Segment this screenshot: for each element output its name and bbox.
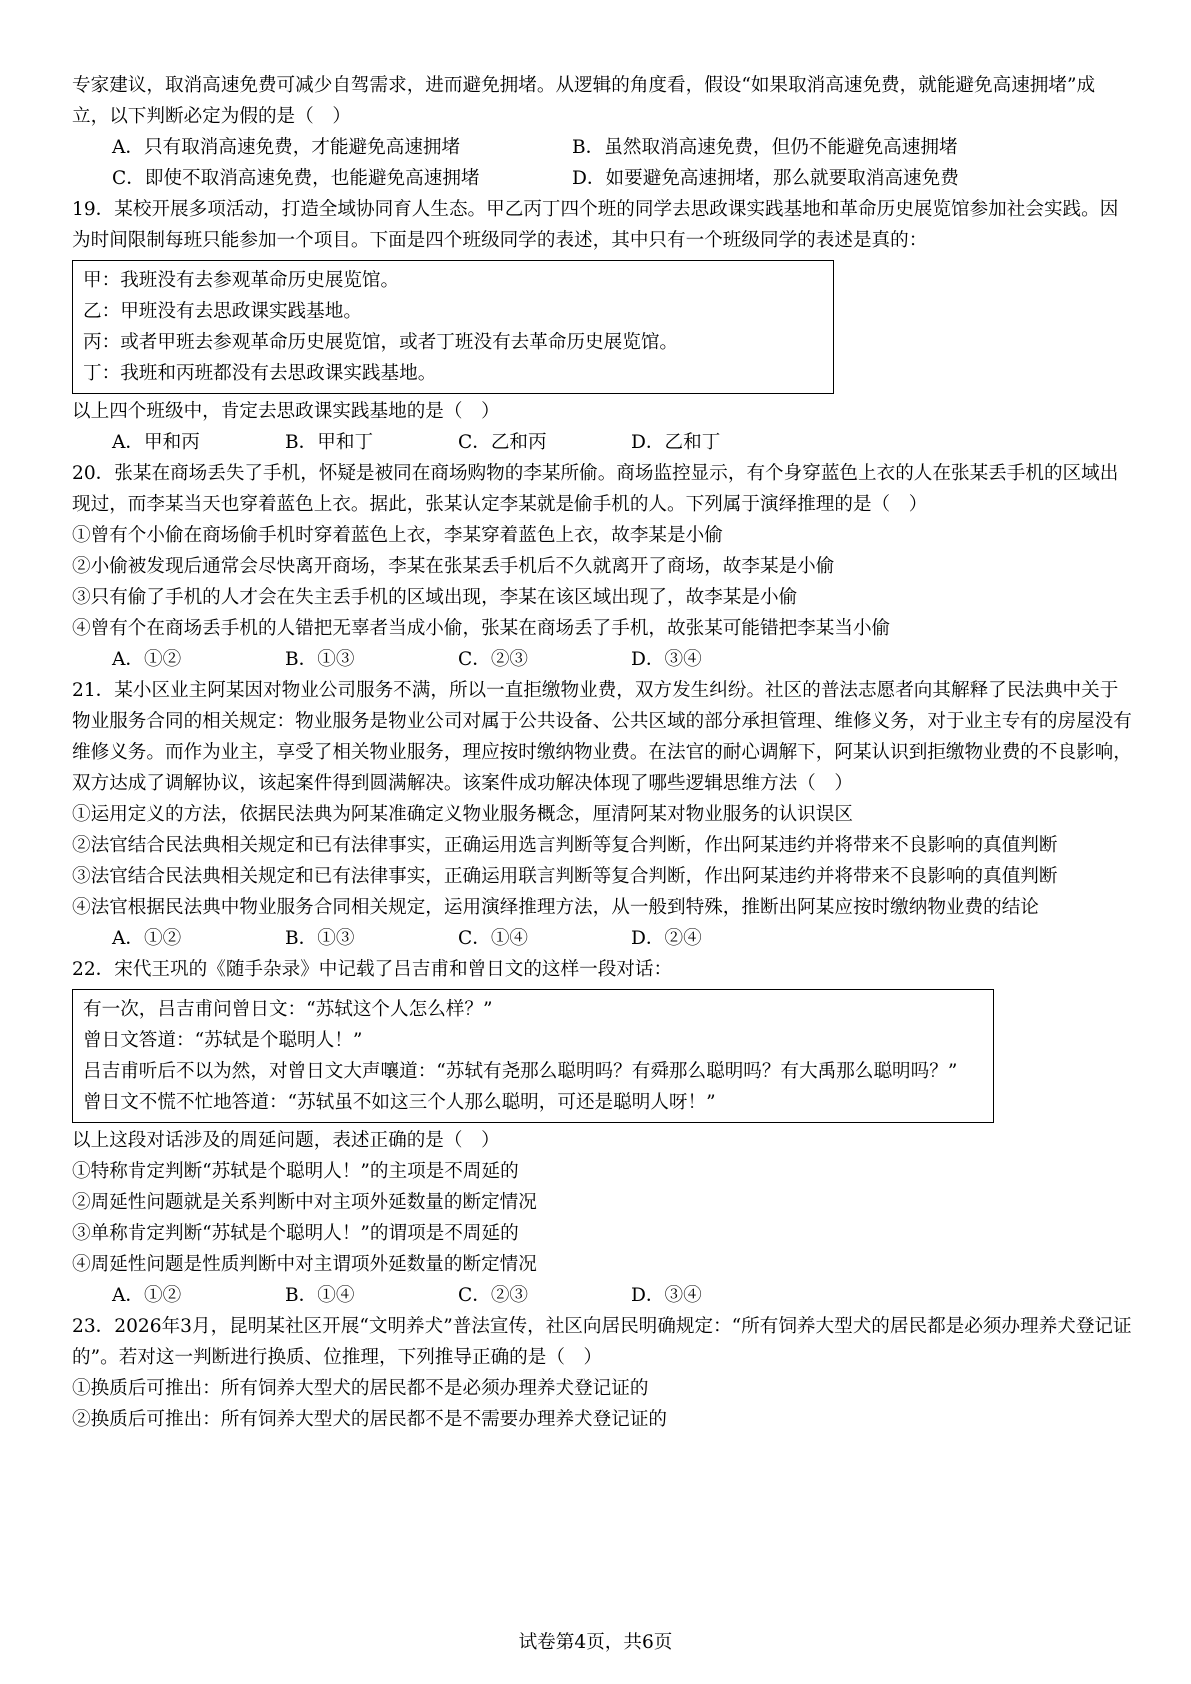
q18-stem: 专家建议，取消高速免费可减少自驾需求，进而避免拥堵。从逻辑的角度看，假设“如果取消高速免费，就能避免高速拥堵”成立，以下判断必定为假的是（ ） xyxy=(72,75,1096,127)
q22-item-1: ①特称肯定判断“苏轼是个聪明人！”的主项是不周延的 xyxy=(72,1161,519,1182)
q20-option-c: C．②③ xyxy=(458,649,529,670)
q22-option-d: D．③④ xyxy=(631,1285,702,1306)
q19-statement-ding: 丁：我班和丙班都没有去思政课实践基地。 xyxy=(83,363,437,384)
q21-item-2: ②法官结合民法典相关规定和已有法律事实，正确运用选言判断等复合判断，作出阿某违约并将带来不良影响的真值判断 xyxy=(72,835,1058,856)
q21-item-4: ④法官根据民法典中物业服务合同相关规定，运用演绎推理方法，从一般到特殊，推断出阿某应按时缴纳物业费的结论 xyxy=(72,897,1039,918)
q21-option-a: A．①② xyxy=(112,928,182,949)
q20-option-a: A．①② xyxy=(112,649,182,670)
q22-item-3: ③单称肯定判断“苏轼是个聪明人！”的谓项是不周延的 xyxy=(72,1223,519,1244)
q20-item-2: ②小偷被发现后通常会尽快离开商场，李某在张某丢手机后不久就离开了商场，故李某是小偷 xyxy=(72,556,835,577)
q22-dialogue-line-2: 曾日文答道：“苏轼是个聪明人！” xyxy=(83,1030,363,1051)
q20-item-1: ①曾有个小偷在商场偷手机时穿着蓝色上衣，李某穿着蓝色上衣，故李某是小偷 xyxy=(72,525,723,546)
q23-item-1: ①换质后可推出：所有饲养大型犬的居民都不是必须办理养犬登记证的 xyxy=(72,1378,649,1399)
q19-option-b: B．甲和丁 xyxy=(285,432,374,453)
q18-option-d: D．如要避免高速拥堵，那么就要取消高速免费 xyxy=(572,168,959,189)
q22-option-a: A．①② xyxy=(112,1285,182,1306)
q22-dialogue-box xyxy=(72,989,994,1123)
q22-option-c: C．②③ xyxy=(458,1285,529,1306)
q19-question: 以上四个班级中，肯定去思政课实践基地的是（ ） xyxy=(72,401,500,422)
q19-statement-yi: 乙：甲班没有去思政课实践基地。 xyxy=(83,301,362,322)
q21-item-1: ①运用定义的方法，依据民法典为阿某准确定义物业服务概念，厘清阿某对物业服务的认识误区 xyxy=(72,804,853,825)
page-footer: 试卷第4页，共6页 xyxy=(518,1632,673,1653)
q21-option-d: D．②④ xyxy=(631,928,702,949)
q22-options xyxy=(72,1280,1132,1311)
q22-option-b: B．①④ xyxy=(285,1285,355,1306)
q21-item-3: ③法官结合民法典相关规定和已有法律事实，正确运用联言判断等复合判断，作出阿某违约并将带来不良影响的真值判断 xyxy=(72,866,1058,887)
q19-statement-box xyxy=(72,260,834,394)
q18-option-b: B．虽然取消高速免费，但仍不能避免高速拥堵 xyxy=(572,137,958,158)
q18-options xyxy=(72,132,1132,194)
q20-item-4: ④曾有个在商场丢手机的人错把无辜者当成小偷，张某在商场丢了手机，故张某可能错把李某当小偷 xyxy=(72,618,891,639)
q21-option-b: B．①③ xyxy=(285,928,355,949)
q22-stem: 22．宋代王巩的《随手杂录》中记载了吕吉甫和曾日文的这样一段对话： xyxy=(72,959,673,980)
q19-option-a: A．甲和丙 xyxy=(112,432,200,453)
q23-stem: 23．2026年3月，昆明某社区开展“文明养犬”普法宣传，社区向居民明确规定：“所有饲养大型犬的居民都是必须办理养犬登记证的”。若对这一判断进行换质、位推理，下列推导正确的是（ ） xyxy=(72,1316,1132,1368)
q18-option-c: C．即使不取消高速免费，也能避免高速拥堵 xyxy=(112,168,480,189)
q20-options xyxy=(72,644,1132,675)
q21-stem: 21．某小区业主阿某因对物业公司服务不满，所以一直拒缴物业费，双方发生纠纷。社区的普法志愿者向其解释了民法典中关于物业服务合同的相关规定：物业服务是物业公司对属于公共设备、公共区域的部分承担管理、维修义务，对于业主专有的房屋没有维修义务。而作为业主，享受了相关物业服务，理应按时缴纳物业费。在法官的耐心调解下，阿某认识到拒缴物业费的不良影响，双方达成了调解协议，该起案件得到圆满解决。该案件成功解决体现了哪些逻辑思维方法（ ） xyxy=(72,680,1132,794)
q22-dialogue-line-4: 曾日文不慌不忙地答道：“苏轼虽不如这三个人那么聪明，可还是聪明人呀！” xyxy=(83,1092,716,1113)
q19-statement-bing: 丙：或者甲班去参观革命历史展览馆，或者丁班没有去革命历史展览馆。 xyxy=(83,332,679,353)
q19-options xyxy=(72,427,1132,458)
q22-item-4: ④周延性问题是性质判断中对主谓项外延数量的断定情况 xyxy=(72,1254,537,1275)
q22-dialogue-line-3: 吕吉甫听后不以为然，对曾日文大声嚷道：“苏轼有尧那么聪明吗？有舜那么聪明吗？有大禹那么聪明吗？” xyxy=(83,1061,958,1082)
q21-option-c: C．①④ xyxy=(458,928,529,949)
q19-option-c: C．乙和丙 xyxy=(458,432,547,453)
q20-item-3: ③只有偷了手机的人才会在失主丢手机的区域出现，李某在该区域出现了，故李某是小偷 xyxy=(72,587,798,608)
q19-stem: 19．某校开展多项活动，打造全域协同育人生态。甲乙丙丁四个班的同学去思政课实践基地和革命历史展览馆参加社会实践。因为时间限制每班只能参加一个项目。下面是四个班级同学的表述，其中只有一个班级同学的表述是真的： xyxy=(72,199,1119,251)
page-content xyxy=(72,70,1132,1435)
q18-option-a: A．只有取消高速免费，才能避免高速拥堵 xyxy=(112,137,461,158)
q20-option-d: D．③④ xyxy=(631,649,702,670)
q19-option-d: D．乙和丁 xyxy=(631,432,721,453)
q20-option-b: B．①③ xyxy=(285,649,355,670)
q22-item-2: ②周延性问题就是关系判断中对主项外延数量的断定情况 xyxy=(72,1192,537,1213)
q20-stem: 20．张某在商场丢失了手机，怀疑是被同在商场购物的李某所偷。商场监控显示，有个身穿蓝色上衣的人在张某丢手机的区域出现过，而李某当天也穿着蓝色上衣。据此，张某认定李某就是偷手机的人。下列属于演绎推理的是（ ） xyxy=(72,463,1119,515)
q22-dialogue-line-1: 有一次，吕吉甫问曾日文：“苏轼这个人怎么样？” xyxy=(83,999,493,1020)
q21-options xyxy=(72,923,1132,954)
q19-statement-jia: 甲：我班没有去参观革命历史展览馆。 xyxy=(83,270,400,291)
q22-question: 以上这段对话涉及的周延问题，表述正确的是（ ） xyxy=(72,1130,500,1151)
q23-item-2: ②换质后可推出：所有饲养大型犬的居民都不是不需要办理养犬登记证的 xyxy=(72,1409,668,1430)
